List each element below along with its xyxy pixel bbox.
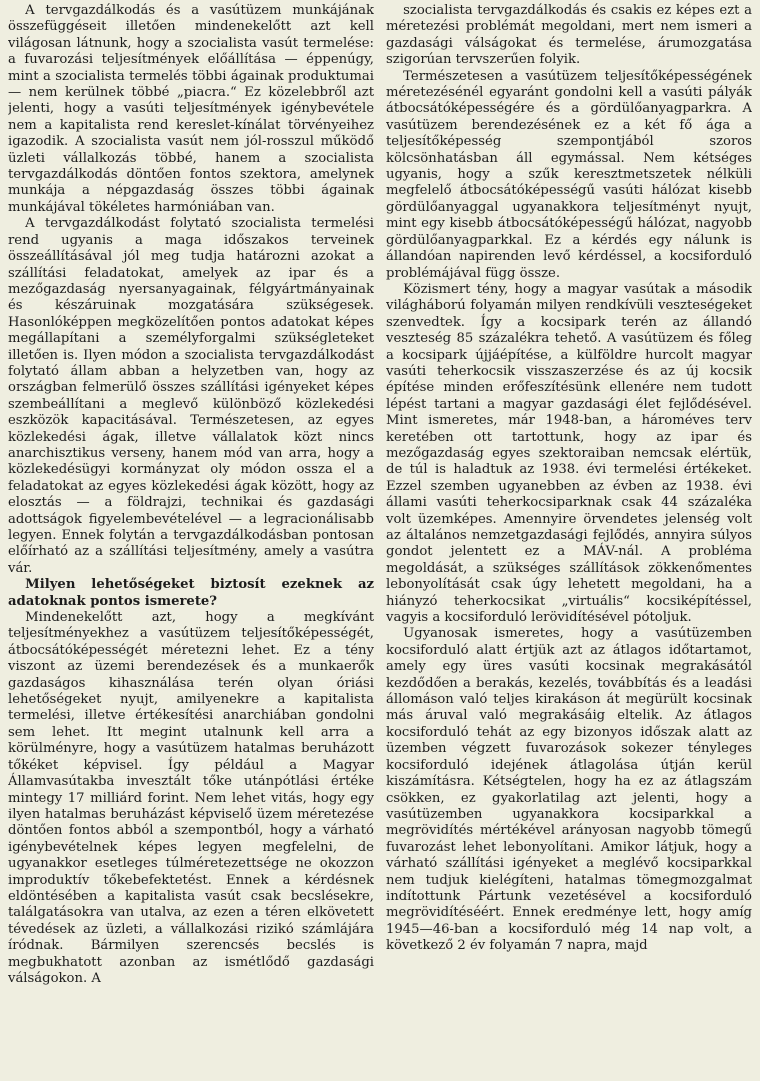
paragraph-wagon-turnaround: Ugyanosak ismeretes, hogy a vasútüzemben kocsiforduló alatt értjük azt az átlagos időtartamot, amely egy üres vasúti kocsinak megrakásától kezdődően a berakás, kezelés, továbbítás és a leadási állomáson való teljes kirakáson át megürült kocsinak más áruval való megrakásáig eltelik. Az átlagos kocsiforduló tehát az egy bizonyos időszak alatt az üzemben végzett fuvarozások sokezer tényleges kocsiforduló idejének átlagolása útján kerül kiszámításra. Kétségtelen, hogy ha ez az átlagszám csökken, ez gyakorlatilag azt jelenti, hogy a vasútüzemben ugyanakkora kocsiparkkal a megrövidítés mértékével arányosan nagyobb tömegű fuvarozást lehet lebonyolítani. Amikor látjuk, hogy a várható szállítási igényeket a meglévő kocsiparkkal nem tudjuk kielégíteni, hatalmas tömegmozgalmat indítottunk Pártunk vezetésével a kocsiforduló megrövidítéséért. Ennek eredménye lett, hogy amíg 1945—46-ban a kocsiforduló még 14 nap volt, a következő 2 év folyamán 7 napra, majd bbox=[386, 626, 752, 954]
paragraph-planning-system: A tervgazdálkodást folytató szocialista termelési rend ugyanis a maga időszakos terveinek összeállításával jól meg tudja határozni azokat a szállítási feladatokat, amelyek az ipar és a mezőgazdaság nyersanyagainak, félgyártmányainak és készáruinak mozgatására szükségesek. Hasonlóképpen megközelítően pontos adatokat képes megállapítani a személyforgalmi szükségleteket illetően is. Ilyen módon a szocialista tervgazdálkodást folytató állam abban a helyzetben van, hogy az országban felmerülő összes szállítási igényeket képes szembeállítani a meglevő különböző közlekedési eszközök kapacitásával. Természetesen, az egyes közlekedési ágak, illetve vállalatok közt nincs anarchisztikus verseny, hanem mód van arra, hogy a közlekedésügyi kormányzat oly módon ossza el a feladatokat az egyes közlekedési ágak között, hogy az elosztás — a földrajzi, technikai és gazdasági adottságok figyelembevételével — a legracionálisabb legyen. Ennek folytán a tervgazdálkodásban pontosan előírható az a szállítási teljesítmény, amely a vasútra vár. bbox=[8, 216, 374, 576]
paragraph-planning-intro: A tervgazdálkodás és a vasútüzem munkájának összefüggéseit illetően mindenekelőtt azt kell világosan látnunk, hogy a szocialista vasút termelése: a fuvarozási teljesítmények előállítása — éppenúgy, mint a szocialista termelés többi ágainak produktumai — nem kerülnek többé „piacra.“ Ez közelebbről azt jelenti, hogy a vasúti teljesítmények igénybevétele nem a kapitalista rend kereslet-kínálat törvényeihez igazodik. A szocialista vasút nem jól-rosszul működő üzleti vállalkozás többé, hanem a szocialista tervgazdálkodás döntően fontos szektora, amelynek munkája a népgazdaság összes többi ágainak munkájával tökéletes harmóniában van. bbox=[8, 3, 374, 215]
left-column bbox=[8, 3, 374, 1081]
paragraph-capacity-sizing: Mindenekelőtt azt, hogy a megkívánt teljesítményekhez a vasútüzem teljesítőképességét, átbocsátóképességét méretezni lehet. Ez a tény viszont az üzemi berendezések és a munkaerők gazdaságos kihasználása terén olyan óriási lehetőségeket nyujt, amilyenekre a kapitalista termelési, illetve értékesítési anarchiában gondolni sem lehet. Itt megint utalnunk kell arra a körülményre, hogy a vasútüzem hatalmas beruházott tőkéket képvisel. Így például a Magyar Államvasútakba invesztált tőke utánpótlási értéke mintegy 17 milliárd forint. Nem lehet vitás, hogy egy ilyen hatalmas beruházást képviselő üzem méretezése döntően fontos abból a szempontból, hogy a várható igénybevételnek képes legyen megfelelni, de ugyanakkor esetleges túlméretezettsége ne okozzon improduktív tőkebefektetést. Ennek a kérdésnek eldöntésében a kapitalista vasút csak becslésekre, találgatásokra van utalva, az ezen a téren elkövetett tévedések az üzleti, a vállalkozási rizikó számlájára íródnak. Bármilyen szerencsés becslés is megbukhatott azonban az ismétlődő gazdasági válságokon. A bbox=[8, 610, 374, 986]
paragraph-track-and-rolling-stock: Természetesen a vasútüzem teljesítőképességének méretezésénél egyaránt gondolni kell a vasúti pályák átbocsátóképességére és a gördülőanyagparkra. A vasútüzem berendezésének ez a két fő ága a teljesítőképesség szempontjából szoros kölcsönhatásban áll egymással. Nem kétséges ugyanis, hogy a szűk keresztmetszetek nélküli megfelelő átbocsátóképességű vasúti hálózat kisebb gördülőanyaggal ugyanakkora teljesítményt nyujt, mint egy kisebb átbocsátóképességű hálózat, nagyobb gördülőanyagparkkal. Ez a kérdés egy nálunk is állandóan napirenden levő kérdéssel, a kocsiforduló problémájával függ össze. bbox=[386, 68, 752, 281]
right-column bbox=[386, 3, 752, 1081]
paragraph-sizing-solution: szocialista tervgazdálkodás és csakis ez képes ezt a méretezési problémát megoldani, mert nem ismeri a gazdasági válságokat és termelése, árumozgatása szigorúan tervszerűen folyik. bbox=[386, 3, 752, 68]
paragraph-question: Milyen lehetőségeket biztosít ezeknek az adatoknak pontos ismerete? bbox=[8, 577, 374, 609]
paragraph-war-losses: Közismert tény, hogy a magyar vasútak a második világháború folyamán milyen rendkívüli veszteségeket szenvedtek. Így a kocsipark terén az állandó veszteség 85 százalékra tehető. A vasútüzem és főleg a kocsipark újjáépítése, a külföldre hurcolt magyar vasúti teherkocsik visszaszerzése és az új kocsik építése minden erőfeszítésünk ellenére nem tudott lépést tartani a magyar gazdasági élet fejlődésével. Mint ismeretes, már 1948-ban, a hároméves terv keretében ott tartottunk, hogy az ipar és mezőgazdaság egyes szektoraiban nemcsak elértük, de túl is haladtuk az 1938. évi termelési értékeket. Ezzel szemben ugyanebben az évben az 1938. évi állami vasúti teherkocsiparknak csak 44 százaléka volt üzemképes. Amennyire örvendetes jelenség volt az általános nemzetgazdasági fejlődés, annyira súlyos gondot jelentett ez a MÁV-nál. A probléma megoldását, a szükséges szállítások zökkenőmentes lebonyolítását csak úgy lehetett megoldani, ha a hiányzó teherkocsikat „virtuális“ kocsiképítéssel, vagyis a kocsiforduló lerövidítésével pótoljuk. bbox=[386, 281, 752, 626]
